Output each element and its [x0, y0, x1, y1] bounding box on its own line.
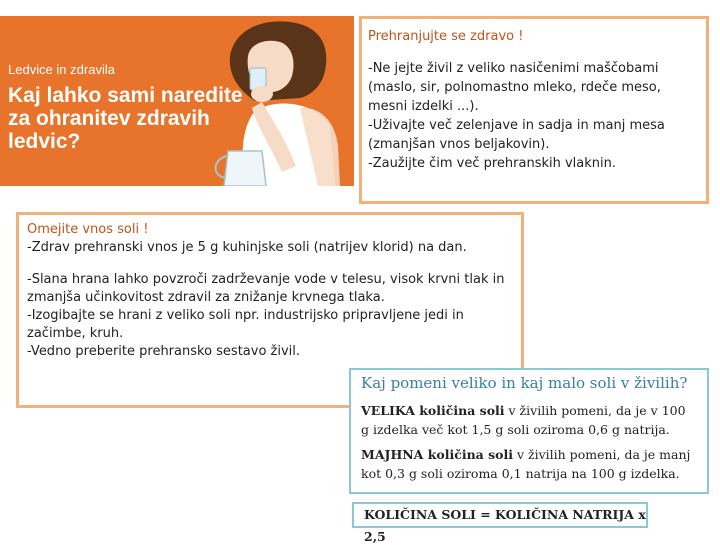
salt-info-small [361, 445, 697, 483]
eat-healthy-line: -Uživajte več zelenjave in sadja in manj mesa (zmanjšan vnos beljakovin). [368, 118, 665, 152]
eat-healthy-title: Prehranjujte se zdravo ! [368, 29, 524, 44]
banner-image [0, 16, 354, 186]
salt-info-box [349, 368, 709, 494]
salt-info-heading: Kaj pomeni veliko in kaj malo soli v živilih? [361, 374, 688, 392]
eat-healthy-box [359, 16, 709, 204]
salt-formula: KOLIČINA SOLI = KOLIČINA NATRIJA x 2,5 [352, 502, 648, 528]
banner-kicker: Ledvice in zdravila [8, 62, 115, 77]
salt-info-big [361, 401, 697, 439]
eat-healthy-line: -Zaužijte čim več prehranskih vlaknin. [368, 156, 617, 171]
banner-headline: Kaj lahko sami naredite za ohranitev zdravih ledvic? [8, 84, 243, 153]
limit-salt-line: -Slana hrana lahko povzroči zadrževanje vode v telesu, visok krvni tlak in zmanjša učinkovitost zdravil za znižanje krvnega tlaka. [27, 272, 505, 305]
salt-info-small-text: v živilih pomeni, da je manj kot 0,3 g soli oziroma 0,1 natrija na 100 g izdelka. [361, 447, 691, 481]
salt-info-big-label: VELIKA količina soli [361, 403, 505, 418]
limit-salt-intro: -Zdrav prehranski vnos je 5 g kuhinjske soli (natrijev klorid) na dan. [27, 240, 467, 255]
salt-info-small-label: MAJHNA količina soli [361, 447, 514, 462]
salt-info-big-text: v živilih pomeni, da je v 100 g izdelka več kot 1,5 g soli oziroma 0,6 g natrija. [361, 403, 686, 437]
limit-salt-line: -Vedno preberite prehransko sestavo živil. [27, 344, 301, 359]
limit-salt-title: Omejite vnos soli ! [27, 222, 149, 237]
eat-healthy-line: -Ne jejte živil z veliko nasičenimi maščobami (maslo, sir, polnomastno mleko, rdeče meso, mesni izdelki ...). [368, 61, 661, 114]
limit-salt-line: -Izogibajte se hrani z veliko soli npr. industrijsko pripravljene jedi in začimbe, kruh. [27, 308, 464, 341]
